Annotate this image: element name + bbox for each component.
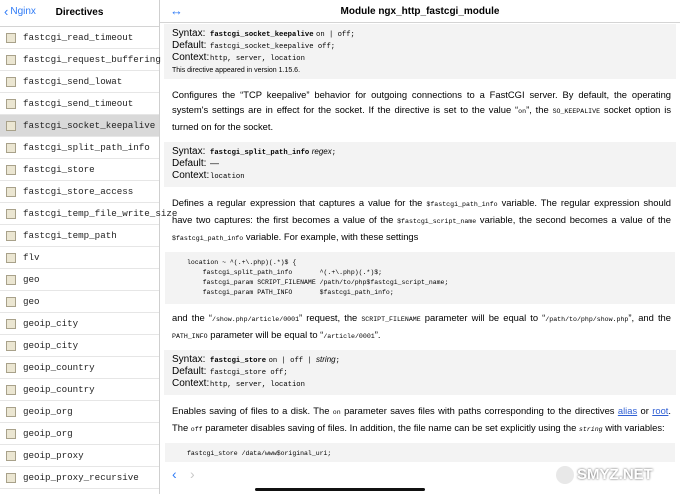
inline-code: /article/0001 bbox=[323, 333, 375, 340]
sidebar-item[interactable] bbox=[0, 467, 159, 489]
document-icon bbox=[6, 143, 16, 153]
text: parameter will be equal to “ bbox=[420, 312, 546, 323]
context-key: Context: bbox=[172, 378, 210, 389]
description-paragraph bbox=[160, 87, 680, 134]
sidebar-item-label: geoip_country bbox=[23, 362, 95, 373]
sidebar-item-label: fastcgi_request_buffering bbox=[23, 54, 161, 65]
watermark-text: SMYZ.NET bbox=[577, 466, 653, 483]
back-label: Nginx bbox=[10, 6, 36, 17]
sidebar-item[interactable] bbox=[0, 93, 159, 115]
inline-code: on bbox=[332, 409, 341, 416]
page-title: Module ngx_http_fastcgi_module bbox=[340, 6, 500, 17]
directive-box bbox=[164, 350, 676, 395]
sidebar-item[interactable] bbox=[0, 49, 159, 71]
sidebar-item-label: fastcgi_split_path_info bbox=[23, 142, 150, 153]
syntax-rest: on | off; bbox=[316, 31, 355, 39]
text: or bbox=[637, 405, 653, 416]
inline-code: /show.php/article/0001 bbox=[211, 316, 300, 323]
code-block: location ~ ^(.+\.php)(.*)$ { fastcgi_split_path_info ^(.+\.php)(.*)$; fastcgi_param SCRIPT_FILENAME /path/to/php$fastcgi_script_name; fastcgi_param PATH_INFO $fastcgi_path_info; bbox=[165, 252, 675, 304]
text: ”. bbox=[374, 329, 381, 340]
sidebar-item[interactable] bbox=[0, 313, 159, 335]
text: variable. The regular expression should have two captures: the first becomes a value of the bbox=[172, 197, 672, 225]
description-paragraph bbox=[160, 403, 680, 437]
description-paragraph bbox=[160, 195, 680, 246]
document-icon bbox=[6, 187, 16, 197]
document-content bbox=[160, 24, 680, 462]
default-value: fastcgi_store off; bbox=[210, 369, 288, 377]
forward-arrow-icon[interactable]: › bbox=[190, 466, 195, 482]
inline-code: /path/to/php/show.php bbox=[545, 316, 629, 323]
text: ” request, the bbox=[299, 312, 362, 323]
sidebar-item[interactable] bbox=[0, 379, 159, 401]
code-block: fastcgi_store /data/www$original_uri; bbox=[165, 443, 675, 462]
description-paragraph bbox=[160, 310, 680, 344]
default-value: fastcgi_socket_keepalive off; bbox=[210, 43, 336, 51]
sidebar-item-label: flv bbox=[23, 252, 40, 263]
inline-code: $fastcgi_path_info bbox=[172, 235, 244, 242]
inline-code: off bbox=[190, 426, 203, 433]
directive-box bbox=[164, 24, 676, 79]
text: Enables saving of files to a disk. The bbox=[172, 405, 333, 416]
document-icon bbox=[6, 77, 16, 87]
sidebar-item-label: geo bbox=[23, 274, 40, 285]
sidebar-item[interactable] bbox=[0, 357, 159, 379]
inline-code: $fastcgi_path_info bbox=[426, 201, 498, 208]
syntax-name: fastcgi_split_path_info bbox=[210, 149, 310, 157]
inline-code: SO_KEEPALIVE bbox=[552, 108, 601, 115]
sidebar-item-label: geoip_proxy bbox=[23, 450, 84, 461]
sidebar-item-label: geo bbox=[23, 296, 40, 307]
alias-link[interactable]: alias bbox=[617, 405, 638, 416]
sidebar-item-label: fastcgi_temp_path bbox=[23, 230, 117, 241]
chevron-left-icon: ‹ bbox=[4, 3, 9, 19]
sidebar-item[interactable] bbox=[0, 27, 159, 49]
context-key: Context: bbox=[172, 170, 210, 181]
document-icon bbox=[6, 385, 16, 395]
syntax-key: Syntax: bbox=[172, 28, 206, 39]
sidebar-item[interactable] bbox=[0, 137, 159, 159]
sidebar-item[interactable] bbox=[0, 71, 159, 93]
text: socket option is turned on for the socket. bbox=[172, 104, 672, 132]
document-icon bbox=[6, 55, 16, 65]
default-key: Default: bbox=[172, 158, 207, 169]
syntax-key: Syntax: bbox=[172, 354, 206, 365]
document-icon bbox=[6, 429, 16, 439]
sidebar-header bbox=[0, 0, 159, 27]
text: variable, the second becomes a value of the bbox=[476, 214, 671, 225]
document-icon bbox=[6, 231, 16, 241]
default-key: Default: bbox=[172, 40, 207, 51]
sidebar-item[interactable] bbox=[0, 159, 159, 181]
sidebar-item[interactable] bbox=[0, 181, 159, 203]
sidebar-item-label: geoip_city bbox=[23, 318, 79, 329]
syntax-arg: string bbox=[316, 355, 336, 364]
document-icon bbox=[6, 209, 16, 219]
inline-code: on bbox=[518, 108, 527, 115]
text: ”, the bbox=[526, 104, 553, 115]
version-note: This directive appeared in version 1.15.6. bbox=[172, 67, 301, 74]
sidebar-item-label: geoip_org bbox=[23, 406, 73, 417]
text: Configures the “TCP keepalive” behavior for outgoing connections to a FastCGI server. By default, the operating system's settings are in effect for the socket. If the directive is set to the value “ bbox=[172, 89, 671, 115]
context-value: location bbox=[210, 173, 245, 181]
document-icon bbox=[6, 33, 16, 43]
text: variable. For example, with these settings bbox=[243, 231, 419, 242]
inline-code: string bbox=[578, 426, 603, 433]
sidebar-item-label: fastcgi_send_timeout bbox=[23, 98, 134, 109]
document-icon bbox=[6, 451, 16, 461]
syntax-name: fastcgi_socket_keepalive bbox=[210, 31, 314, 39]
default-value: — bbox=[210, 158, 219, 168]
inline-code: SCRIPT_FILENAME bbox=[361, 316, 421, 323]
document-icon bbox=[6, 297, 16, 307]
sidebar-item[interactable] bbox=[0, 291, 159, 313]
sidebar-item-label: fastcgi_read_timeout bbox=[23, 32, 134, 43]
home-indicator[interactable] bbox=[255, 488, 425, 491]
text: Defines a regular expression that captures a value for the bbox=[172, 197, 427, 208]
context-value: http, server, location bbox=[210, 55, 305, 63]
syntax-key: Syntax: bbox=[172, 146, 206, 157]
syntax-name: fastcgi_store bbox=[210, 357, 267, 365]
sidebar-item-label: geoip_country bbox=[23, 384, 95, 395]
context-key: Context: bbox=[172, 52, 210, 63]
document-icon bbox=[6, 253, 16, 263]
document-icon bbox=[6, 121, 16, 131]
syntax-end: ; bbox=[331, 149, 337, 157]
sidebar-item[interactable] bbox=[0, 401, 159, 423]
back-arrow-icon[interactable]: ‹ bbox=[172, 466, 177, 482]
syntax-rest: on | off | bbox=[268, 357, 317, 365]
watermark-logo-icon bbox=[556, 466, 574, 484]
root-link[interactable]: root bbox=[652, 405, 669, 416]
context-value: http, server, location bbox=[210, 381, 305, 389]
document-icon bbox=[6, 319, 16, 329]
text: parameter disables saving of files. In addition, the file name can be set explicitly using the bbox=[202, 422, 579, 433]
default-key: Default: bbox=[172, 366, 207, 377]
sidebar-item[interactable] bbox=[0, 203, 178, 225]
sidebar-item-label: fastcgi_store bbox=[23, 164, 95, 175]
expand-icon[interactable]: ↔ bbox=[170, 3, 183, 18]
text: parameter saves files with paths corresponding to the directives bbox=[340, 405, 618, 416]
text: ”, and the bbox=[628, 312, 671, 323]
sidebar-item-label: fastcgi_store_access bbox=[23, 186, 134, 197]
watermark bbox=[556, 466, 653, 484]
syntax-end: ; bbox=[335, 357, 340, 365]
text: and the “ bbox=[172, 312, 212, 323]
sidebar-item-label: fastcgi_temp_file_write_size bbox=[23, 208, 178, 219]
syntax-arg: regex bbox=[311, 147, 332, 156]
sidebar-item-label: geoip_city bbox=[23, 340, 79, 351]
document-icon bbox=[6, 341, 16, 351]
text: . The bbox=[172, 405, 671, 433]
directives-list bbox=[0, 27, 178, 489]
inline-code: $fastcgi_script_name bbox=[397, 218, 477, 225]
directive-box bbox=[164, 142, 676, 187]
sidebar-item-label: geoip_org bbox=[23, 428, 73, 439]
sidebar-item[interactable] bbox=[0, 445, 159, 467]
sidebar-item[interactable] bbox=[0, 225, 159, 247]
sidebar-item-label: fastcgi_socket_keepalive bbox=[23, 120, 156, 131]
document-icon bbox=[6, 363, 16, 373]
document-icon bbox=[6, 407, 16, 417]
document-icon bbox=[6, 473, 16, 483]
sidebar-item[interactable] bbox=[0, 335, 159, 357]
sidebar-item[interactable] bbox=[0, 115, 159, 137]
sidebar-item-label: fastcgi_send_lowat bbox=[23, 76, 123, 87]
sidebar-title: Directives bbox=[55, 7, 104, 18]
document-icon bbox=[6, 275, 16, 285]
inline-code: PATH_INFO bbox=[172, 333, 208, 340]
main-header bbox=[160, 0, 680, 23]
sidebar-item[interactable] bbox=[0, 269, 159, 291]
sidebar-item[interactable] bbox=[0, 423, 159, 445]
text: parameter will be equal to “ bbox=[207, 329, 324, 340]
sidebar-item-label: geoip_proxy_recursive bbox=[23, 472, 139, 483]
main-panel bbox=[160, 0, 680, 494]
document-icon bbox=[6, 165, 16, 175]
text: with variables: bbox=[602, 422, 665, 433]
sidebar bbox=[0, 0, 178, 494]
sidebar-item[interactable] bbox=[0, 247, 159, 269]
document-icon bbox=[6, 99, 16, 109]
